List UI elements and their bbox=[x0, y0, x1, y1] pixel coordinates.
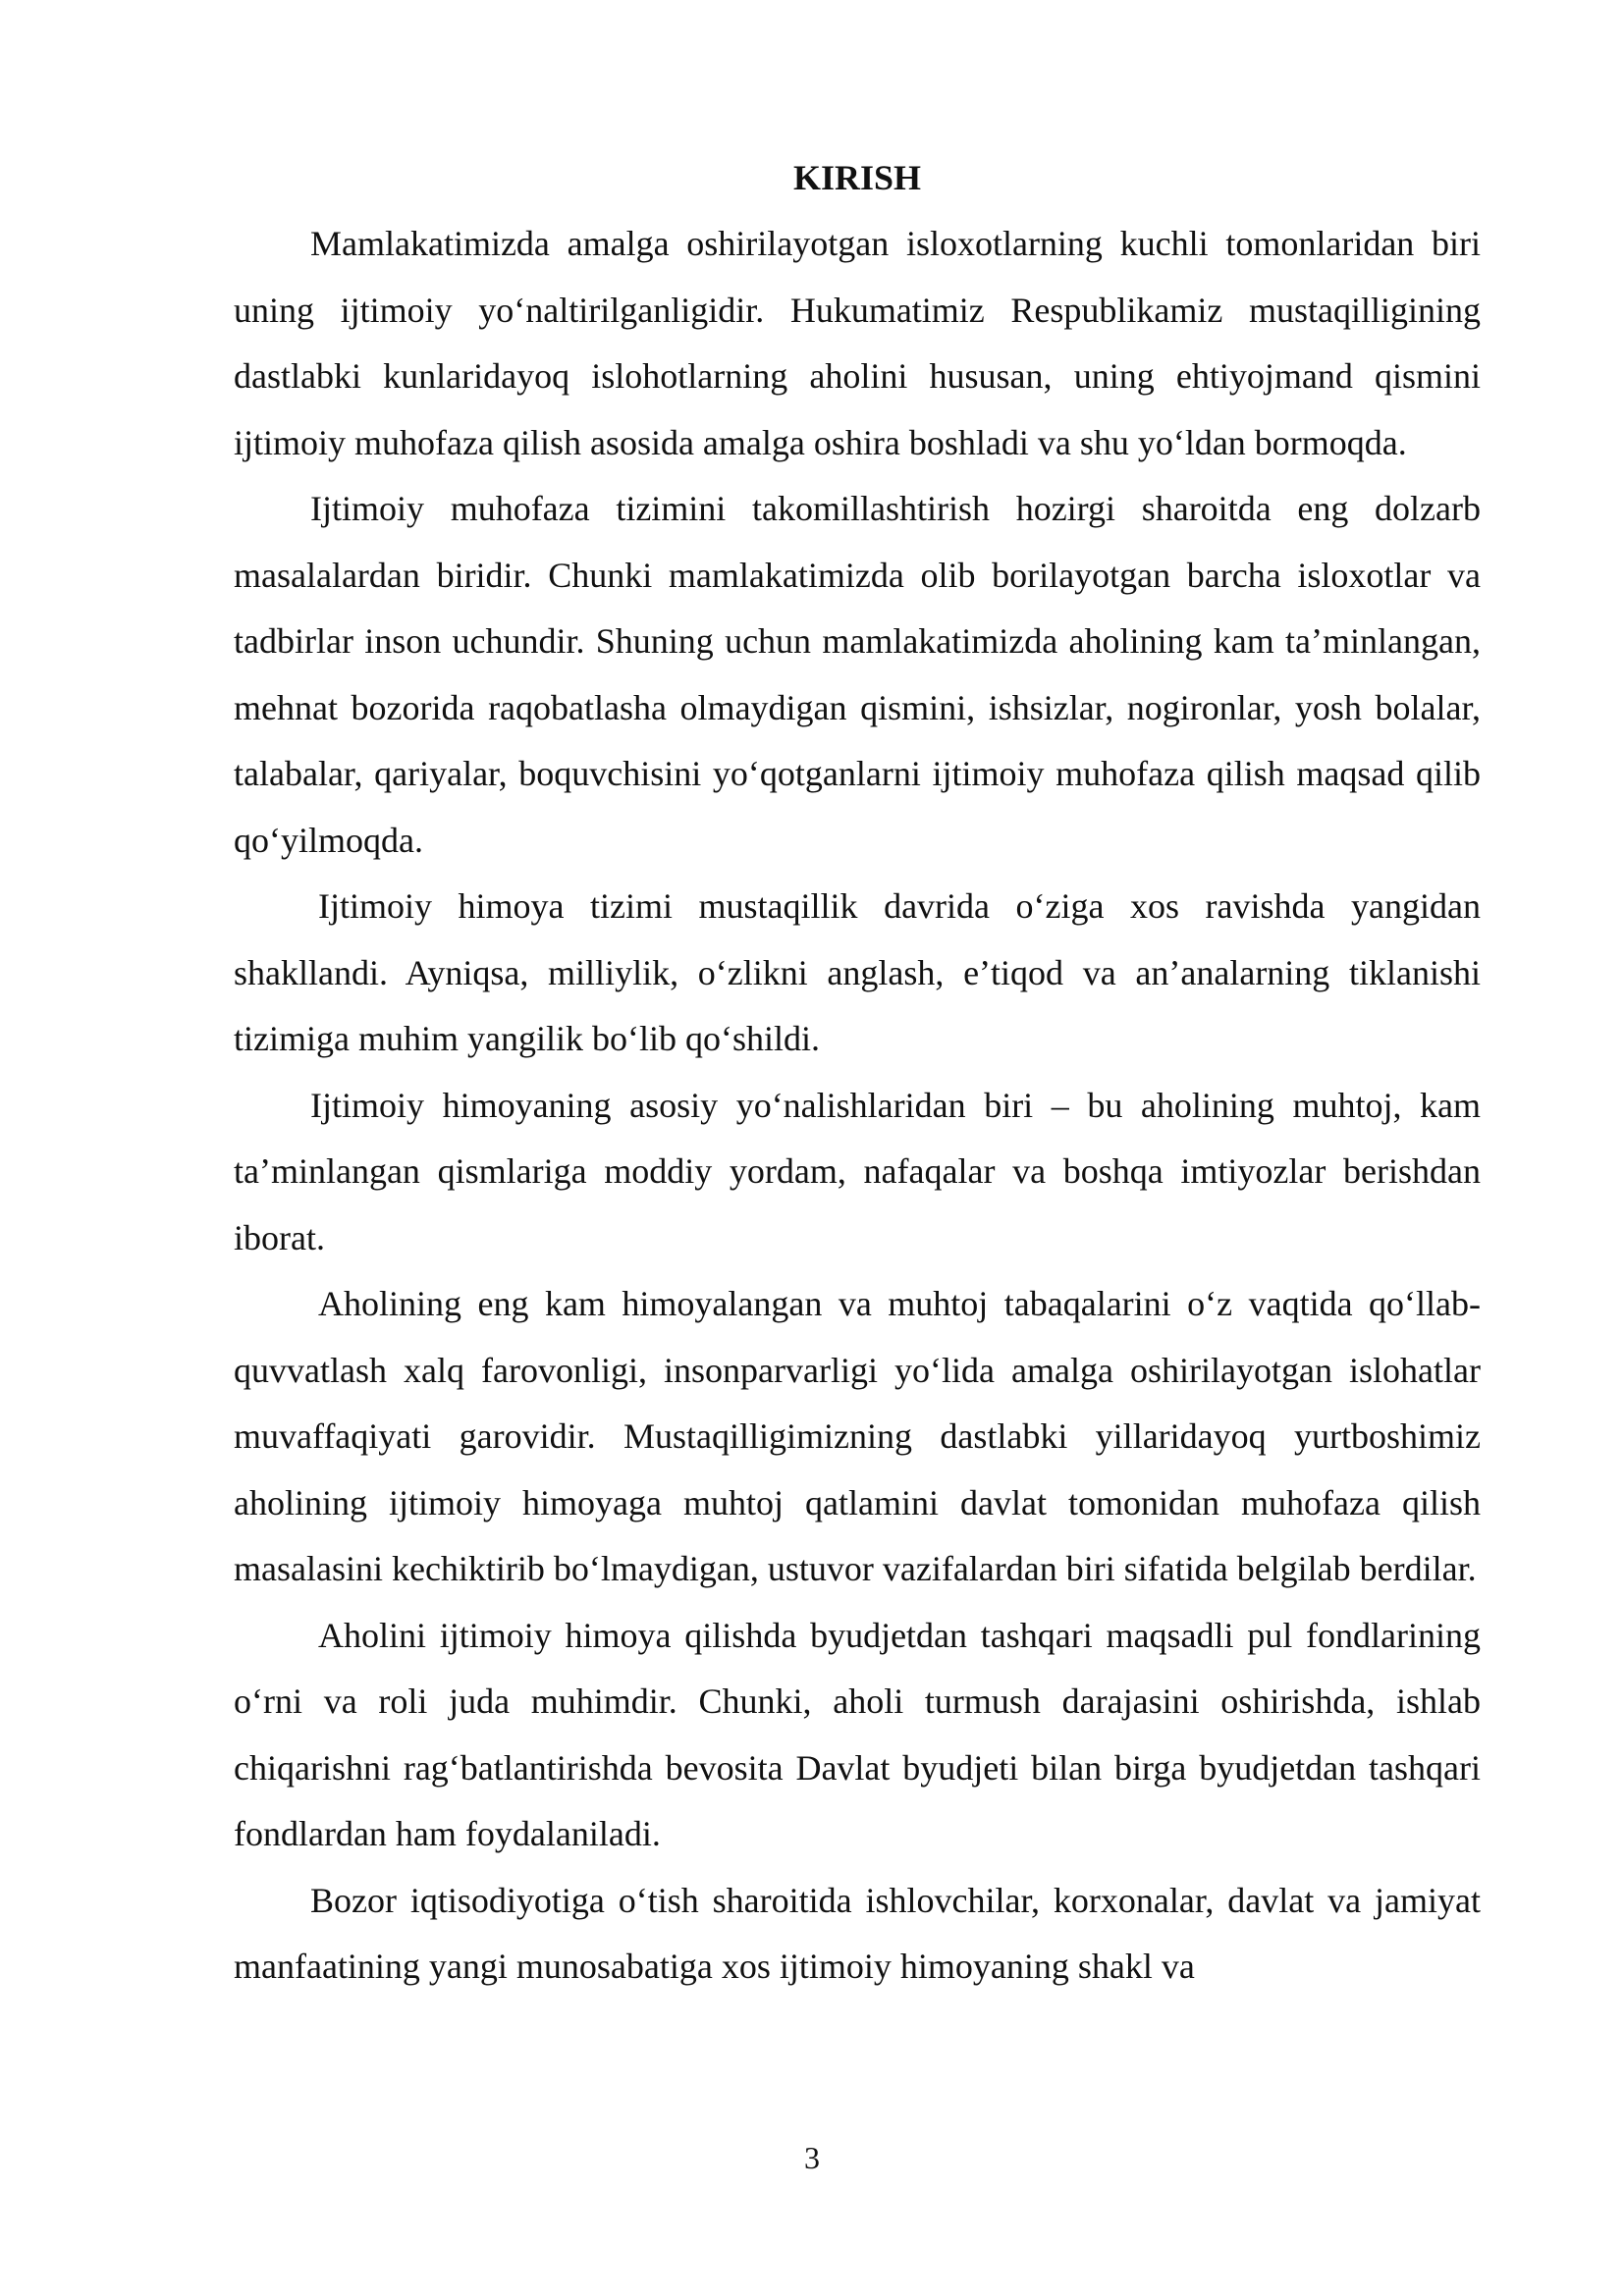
paragraph-7: Bozor iqtisodiyotiga oʻtish sharoitida ishlovchilar, korxonalar, davlat va jamiyat manfaatining yangi munosabatiga xos ijtimoiy himoyaning shakl va bbox=[234, 1880, 1481, 1986]
document-page bbox=[234, 145, 1481, 2001]
page-title: KIRISH bbox=[792, 158, 922, 197]
paragraph-3: Ijtimoiy himoya tizimi mustaqillik davrida oʻziga xos ravishda yangidan shakllandi. Ayniqsa, milliylik, oʻzlikni anglash, eʼtiqod va anʼanalarning tiklanishi tizimiga muhim yangilik boʻlib qoʻshildi. bbox=[234, 886, 1481, 1058]
paragraph-2: Ijtimoiy muhofaza tizimini takomillashtirish hozirgi sharoitda eng dolzarb masalalardan biridir. Chunki mamlakatimizda olib borilayotgan barcha isloxotlar va tadbirlar inson uchundir. Shuning uchun mamlakatimizda aholining kam taʼminlangan, mehnat bozorida raqobatlasha olmaydigan qismini, ishsizlar, nogironlar, yosh bolalar, talabalar, qariyalar, boquvchisini yoʻqotganlarni ijtimoiy muhofaza qilish maqsad qilib qoʻyilmoqda. bbox=[234, 489, 1481, 860]
paragraph-1: Mamlakatimizda amalga oshirilayotgan isloxotlarning kuchli tomonlaridan biri uning ijtimoiy yoʻnaltirilganligidir. Hukumatimiz Respublikamiz mustaqilligining dastlabki kunlaridayoq islohotlarning aholini hususan, uning ehtiyojmand qismini ijtimoiy muhofaza qilish asosida amalga oshira boshladi va shu yoʻldan bormoqda. bbox=[234, 224, 1481, 462]
page-number: 3 bbox=[804, 2140, 820, 2175]
paragraph-5: Aholining eng kam himoyalangan va muhtoj tabaqalarini oʻz vaqtida qoʻllab-quvvatlash xalq farovonligi, insonparvarligi yoʻlida amalga oshirilayotgan islohatlar muvaffaqiyati garovidir. Mustaqilligimizning dastlabki yillaridayoq yurtboshimiz aholining ijtimoiy himoyaga muhtoj qatlamini davlat tomonidan muhofaza qilish masalasini kechiktirib boʻlmaydigan, ustuvor vazifalardan biri sifatida belgilab berdilar. bbox=[234, 1284, 1481, 1588]
paragraph-6: Aholini ijtimoiy himoya qilishda byudjetdan tashqari maqsadli pul fondlarining oʻrni va roli juda muhimdir. Chunki, aholi turmush darajasini oshirishda, ishlab chiqarishni ragʻbatlantirishda bevosita Davlat byudjeti bilan birga byudjetdan tashqari fondlardan ham foydalaniladi. bbox=[234, 1615, 1481, 1853]
paragraph-4: Ijtimoiy himoyaning asosiy yoʻnalishlaridan biri – bu aholining muhtoj, kam taʼminlangan qismlariga moddiy yordam, nafaqalar va boshqa imtiyozlar berishdan iborat. bbox=[234, 1085, 1481, 1257]
